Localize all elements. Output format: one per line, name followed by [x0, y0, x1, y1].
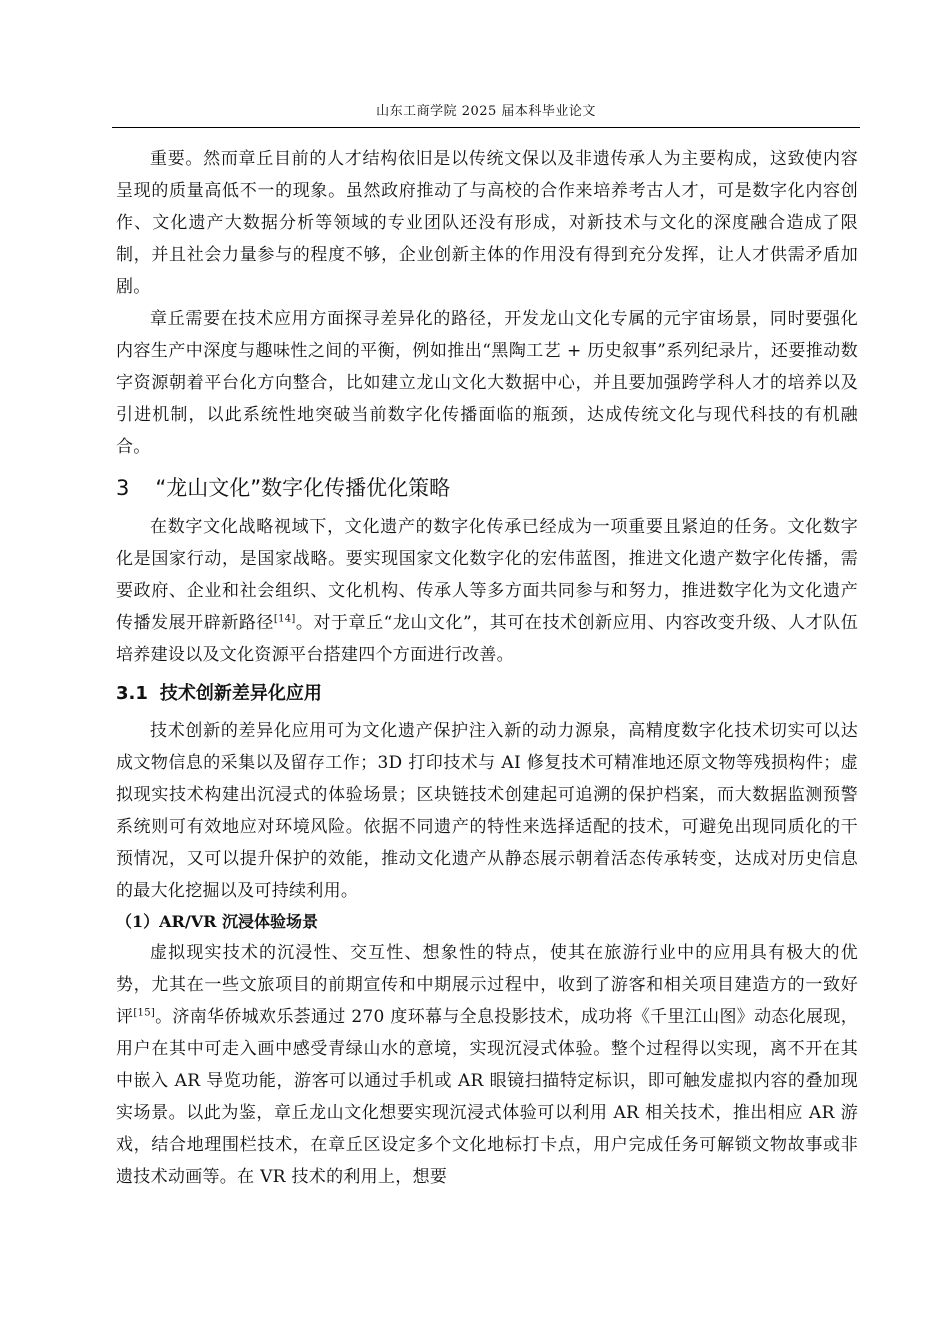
section-3-title: “龙山文化”数字化传播优化策略 [155, 476, 451, 500]
paragraph-digital-strategy-text-b: 。对于章丘“龙山文化”，其可在技术创新应用、内容改变升级、人才队伍培养建设以及文化资源平台搭建四个方面进行改善。 [116, 613, 858, 665]
citation-15: [15] [133, 1007, 156, 1019]
paragraph-ar-vr-text-b: 。济南华侨城欢乐荟通过 270 度环幕与全息投影技术，成功将《千里江山图》动态化展现，用户在其中可走入画中感受青绿山水的意境，实现沉浸式体验。整个过程得以实现，离不开在其中嵌入 AR 导览功能，游客可以通过手机或 AR 眼镜扫描特定标识，即可触发虚拟内容的叠加现实场景。以此为鉴，章丘龙山文化想要实现沉浸式体验可以利用 AR 相关技术，推出相应 AR 游戏，结合地理围栏技术，在章丘区设定多个文化地标打卡点，用户完成任务可解锁文物故事或非遗技术动画等。在 VR 技术的利用上，想要 [116, 1007, 858, 1187]
header-divider [112, 127, 860, 128]
paragraph-digital-strategy-text-a: 在数字文化战略视域下，文化遗产的数字化传承已经成为一项重要且紧迫的任务。文化数字化是国家行动，是国家战略。要实现国家文化数字化的宏伟蓝图，推进文化遗产数字化传播，需要政府、企业和社会组织、文化机构、传承人等多方面共同参与和努力，推进数字化为文化遗产传播发展开辟新路径 [116, 517, 858, 633]
section-3-1-heading [116, 677, 858, 711]
section-3-heading [116, 469, 858, 507]
paragraph-talent-structure: 重要。然而章丘目前的人才结构依旧是以传统文保以及非遗传承人为主要构成，这致使内容呈现的质量高低不一的现象。虽然政府推动了与高校的合作来培养考古人才，可是数字化内容创作、文化遗产大数据分析等领域的专业团队还没有形成，对新技术与文化的深度融合造成了限制，并且社会力量参与的程度不够，企业创新主体的作用没有得到充分发挥，让人才供需矛盾加剧。 [116, 149, 858, 297]
section-3-1-title: 技术创新差异化应用 [159, 683, 322, 704]
paragraph-differentiation-path: 章丘需要在技术应用方面探寻差异化的路径，开发龙山文化专属的元宇宙场景，同时要强化内容生产中深度与趣味性之间的平衡，例如推出“黑陶工艺 + 历史叙事”系列纪录片，还要推动数字资源朝着平台化方向整合，比如建立龙山文化大数据中心，并且要加强跨学科人才的培养以及引进机制，以此系统性地突破当前数字化传播面临的瓶颈，达成传统文化与现代科技的有机融合。 [116, 309, 858, 457]
paragraph-tech-innovation: 技术创新的差异化应用可为文化遗产保护注入新的动力源泉，高精度数字化技术切实可以达成文物信息的采集以及留存工作；3D 打印技术与 AI 修复技术可精准地还原文物等残损构件；虚拟现实技术构建出沉浸式的体验场景；区块链技术创建起可追溯的保护档案，而大数据监测预警系统则可有效地应对环境风险。依据不同遗产的特性来选择适配的技术，可避免出现同质化的干预情况，又可以提升保护的效能，推动文化遗产从静态展示朝着活态传承转变，达成对历史信息的最大化挖掘以及可持续利用。 [116, 721, 858, 901]
section-3-number: 3 [116, 476, 130, 500]
paragraph-digital-strategy [116, 511, 858, 671]
paragraph-ar-vr-text-a: 虚拟现实技术的沉浸性、交互性、想象性的特点，使其在旅游行业中的应用具有极大的优势，尤其在一些文旅项目的前期宣传和中期展示过程中，收到了游客和相关项目建造方的一致好评 [116, 943, 858, 1027]
section-3-1-number: 3.1 [116, 683, 148, 704]
document-body [116, 143, 858, 1193]
subsection-ar-vr-heading: （1）AR/VR 沉浸体验场景 [116, 912, 318, 931]
paragraph-ar-vr [116, 937, 858, 1193]
citation-14: [14] [273, 613, 296, 625]
page-header: 山东工商学院 2025 届本科毕业论文 [376, 104, 596, 119]
